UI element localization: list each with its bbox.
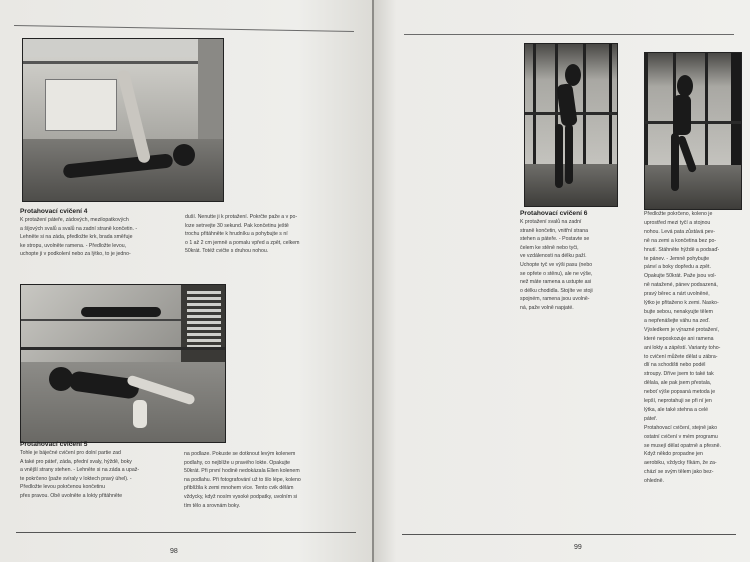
exercise-5-text-col1: Tohle je báječné cvičení pro dolní partie zad A také pro páteř, záda, přední svaly, hýždě, boky a vnější strany stehen. - Lehněte si na záda a upaž- te pokrčeno (paže svíraly v loktech pravý úhel). - Předložte levou pokrčenou končetinu přes pravou. Obě uvolněte a lokty přitáhněte (20, 450, 140, 499)
exercise-4-title: Protahovací cvičení 4 (20, 208, 88, 215)
bottom-rule (402, 534, 736, 535)
photo-exercise-6b (644, 52, 742, 210)
exercise-6-text-col1: K protažení svalů na zadní straně končetin, vnitřní strana stehen a páteře. - Postavte se čelem ke stěně nebo tyči, ve vzdálenosti na délku paží. Uchopte tyč ve výši pasu (nebo se opřete o stěnu), ale ne výše, než máte ramena a ustupte asi o délku chodidla. Stojíte ve stoji spojném, ramena jsou uvolně- ná, paže volně napjaté. (520, 219, 593, 311)
exercise-6-title: Protahovací cvičení 6 (520, 210, 588, 217)
exercise-4-text-col1: K protažení páteře, zádových, mezilopatkových a šíjových svalů a svalů na zadní straně končetin. - Lehněte si na záda, předložte krk, brada směřuje ke stropu, uvolněte ramena. - Předložte levou, uchopte ji v podkolení nebo za lýtko, to je jedno- (20, 217, 138, 258)
photo-exercise-5 (20, 284, 226, 443)
top-rule (14, 25, 354, 32)
exercise-4-text-col2: duší. Nenutte ji k protažení. Pokrčte paže a v po- loze setrvejte 30 sekund. Pak končetinu ještě trochu přitáhněte k hrudníku a pohybujte s ní o 1 až 2 cm jemně a pomalu vpřed a zpět, celkem 50krát. Totéž cvičte s druhou nohou. (185, 214, 300, 255)
page-number-left: 98 (170, 548, 178, 555)
left-page (0, 0, 372, 562)
right-page (374, 0, 750, 562)
bottom-rule (16, 532, 356, 533)
page-number-right: 99 (574, 544, 582, 551)
exercise-6-text-col2: Předložte pokrčeno, koleno je uprostřed mezi tyčí a stojnou nohou. Levá pata zůstává pev- ně na zemi a končetina bez po- hnutí. Stáhněte hýždě a podsaď- te pánev. - Jemně pohybujte pánví a boky dopředu a zpět. Opakujte 50krát. Paže jsou vol- ně natažené, pánev podsazená, pravý běrec a nárt uvolněné, lýtko je přitaženo k zemi. Nasko- bujte sebou, nenakyujte tělem a nepřenášejte váhu na zeď. Výsledkem je výrazné protažení, které neposkozuje ani ramena ani lokty a zápěstí. Varianty toho- to cvičení můžete dělat u zábra- dlí na schodišti nebo podél stroupy. Dříve jsem to také tak dělala, ale pak jsem přestala, neboť výše popsaná metoda je lepší, neprotahuji se při ní jen lýtka, ale také stehna a celé páteř. Protahovací cvičení, stejně jako ostatní cvičení v mém programu se musejí dělat opatrně a přesně. Když někdo propadne jen aerobiku, vždycky říkám, že za- chází se svým tělem jako bez- ohledně. (644, 211, 721, 485)
exercise-5-text-col2: na podlaze. Pokuste se dotknout levým kolenem podlahy, co nejblíže u pravého lokte. Opakujte 50krát. Při první hodině nedokázala Ellen kolenem na podlahu. Při fotografování už to šlo lépe, koleno přiblížila k zemi mnohem více. Tento cvik dělám vždycky, když nosím vysoké podpatky, uvolním si tím tělo a srovnám boky. (184, 451, 301, 509)
photo-exercise-6a (524, 43, 618, 207)
photo-exercise-4 (22, 38, 224, 202)
top-rule (404, 34, 734, 35)
exercise-5-title: Protahovací cvičení 5 (20, 441, 88, 448)
